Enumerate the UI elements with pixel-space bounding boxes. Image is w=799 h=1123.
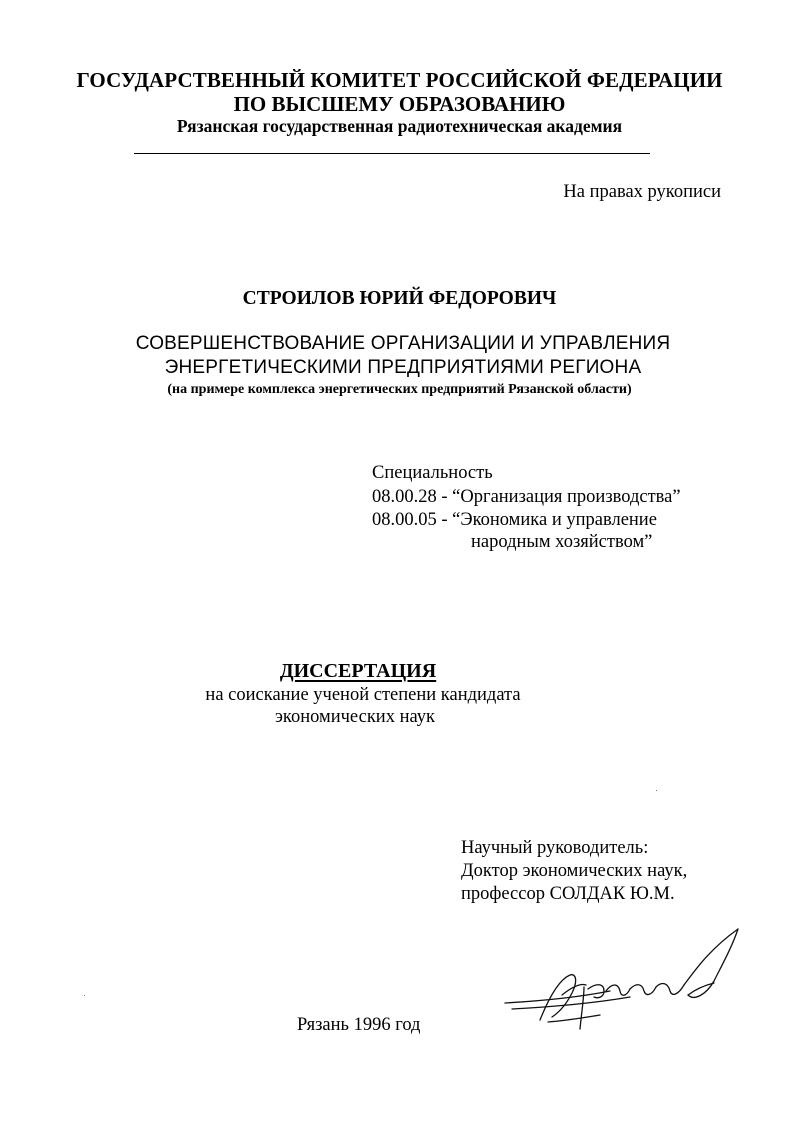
thesis-title-line2: ЭНЕРГЕТИЧЕСКИМИ ПРЕДПРИЯТИЯМИ РЕГИОНА	[164, 357, 642, 378]
supervisor-label: Научный руководитель:	[461, 838, 649, 858]
specialty-item-2: 08.00.05 - “Экономика и управление	[372, 510, 657, 530]
thesis-subtitle: (на примере комплекса энергетических предприятий Рязанской области)	[167, 382, 632, 397]
specialty-item-1: 08.00.28 - “Организация производства”	[372, 487, 681, 507]
header-committee-line2: ПО ВЫСШЕМУ ОБРАЗОВАНИЮ	[233, 92, 566, 116]
thesis-type: ДИССЕРТАЦИЯ	[279, 660, 437, 682]
author-name: СТРОИЛОВ ЮРИЙ ФЕДОРОВИЧ	[242, 288, 557, 309]
supervisor-degree: Доктор экономических наук,	[461, 861, 688, 881]
supervisor-name: профессор СОЛДАК Ю.М.	[461, 884, 675, 904]
header-committee-line1: ГОСУДАРСТВЕННЫЙ КОМИТЕТ РОССИЙСКОЙ ФЕДЕРАЦИИ	[76, 68, 723, 92]
thesis-title-line1: СОВЕРШЕНСТВОВАНИЕ ОРГАНИЗАЦИИ И УПРАВЛЕНИЯ	[135, 333, 671, 354]
degree-line1: на соискание ученой степени кандидата	[205, 685, 521, 705]
handwritten-signature	[500, 925, 750, 1035]
specialty-item-2-continued: народным хозяйством”	[471, 532, 653, 552]
place-and-year: Рязань 1996 год	[297, 1015, 421, 1035]
scan-speck	[656, 790, 657, 791]
header-divider	[134, 153, 650, 154]
scan-speck	[84, 995, 85, 996]
header-academy: Рязанская государственная радиотехническая академия	[176, 116, 623, 136]
signature-icon	[500, 925, 750, 1035]
specialty-label: Специальность	[372, 463, 493, 483]
degree-line2: экономических наук	[274, 707, 435, 727]
rights-note: На правах рукописи	[563, 182, 721, 202]
